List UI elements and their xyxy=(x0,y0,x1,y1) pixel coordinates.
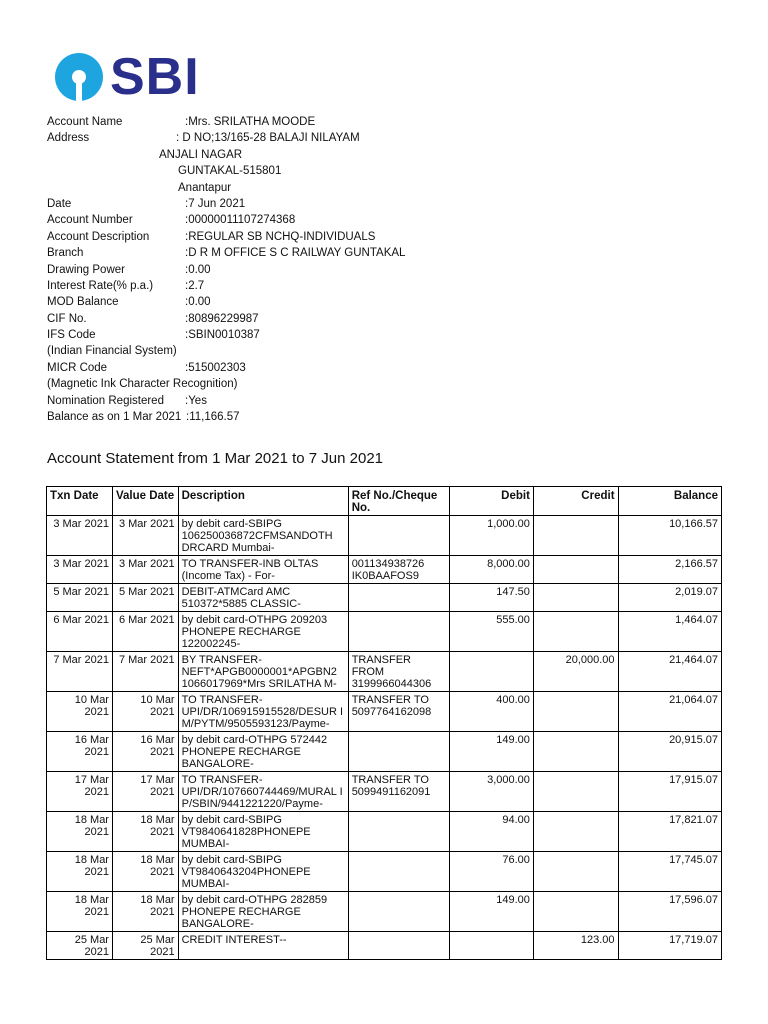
date-label: Date xyxy=(47,197,72,210)
debit-cell: 149.00 xyxy=(449,732,533,772)
nomination-label: Nomination Registered xyxy=(47,394,164,407)
txn-date-cell: 3 Mar 2021 xyxy=(47,556,113,584)
description-cell: by debit card-OTHPG 209203 PHONEPE RECHARGE 122002245- xyxy=(178,612,348,652)
credit-cell: 20,000.00 xyxy=(533,652,618,692)
header-credit: Credit xyxy=(533,487,618,516)
table-row xyxy=(47,852,722,892)
ref-no-cell: TRANSFER TO 5097764162098 xyxy=(348,692,449,732)
debit-cell: 149.00 xyxy=(449,892,533,932)
ifs-label: IFS Code xyxy=(47,329,96,342)
header-ref-no: Ref No./Cheque No. xyxy=(348,487,449,516)
description-cell: by debit card-SBIPG VT9840643204PHONEPE MUMBAI- xyxy=(178,852,348,892)
nomination-value: :Yes xyxy=(185,394,207,407)
cif-value: :80896229987 xyxy=(185,312,259,325)
txn-date-cell: 25 Mar 2021 xyxy=(47,932,113,960)
description-cell: by debit card-OTHPG 572442 PHONEPE RECHARGE BANGALORE- xyxy=(178,732,348,772)
ref-no-cell xyxy=(348,852,449,892)
address-line4: Anantapur xyxy=(178,181,232,194)
balance-cell: 21,464.07 xyxy=(618,652,721,692)
debit-cell: 3,000.00 xyxy=(449,772,533,812)
branch-value: :D R M OFFICE S C RAILWAY GUNTAKAL xyxy=(185,247,406,260)
value-date-cell: 16 Mar 2021 xyxy=(112,732,178,772)
value-date-cell: 18 Mar 2021 xyxy=(112,812,178,852)
account-description-value: :REGULAR SB NCHQ-INDIVIDUALS xyxy=(185,230,376,243)
description-cell: by debit card-SBIPG 106250036872CFMSANDOTH DRCARD Mumbai- xyxy=(178,516,348,556)
debit-cell xyxy=(449,932,533,960)
sbi-keyhole-icon xyxy=(54,52,104,102)
header-description: Description xyxy=(178,487,348,516)
account-name-value: :Mrs. SRILATHA MOODE xyxy=(185,116,316,128)
description-cell: CREDIT INTEREST-- xyxy=(178,932,348,960)
balance-cell: 10,166.57 xyxy=(618,516,721,556)
description-cell: TO TRANSFER-UPI/DR/106915915528/DESUR I M/PYTM/9505593123/Payme- xyxy=(178,692,348,732)
opening-balance-label: Balance as on 1 Mar 2021 xyxy=(47,411,182,424)
address-line1: : D NO;13/165-28 BALAJI NILAYAM xyxy=(176,132,360,145)
balance-cell: 17,915.07 xyxy=(618,772,721,812)
description-cell: BY TRANSFER-NEFT*APGB0000001*APGBN2 1066017969*Mrs SRILATHA M- xyxy=(178,652,348,692)
credit-cell xyxy=(533,612,618,652)
value-date-cell: 18 Mar 2021 xyxy=(112,892,178,932)
account-description-label: Account Description xyxy=(47,230,150,243)
table-row xyxy=(47,772,722,812)
txn-date-cell: 7 Mar 2021 xyxy=(47,652,113,692)
transactions-body xyxy=(47,516,722,960)
interest-rate-value: :2.7 xyxy=(185,279,205,292)
statement-title: Account Statement from 1 Mar 2021 to 7 Jun 2021 xyxy=(47,450,384,467)
debit-cell: 147.50 xyxy=(449,584,533,612)
table-header-row xyxy=(47,487,722,516)
value-date-cell: 3 Mar 2021 xyxy=(112,516,178,556)
opening-balance-value: :11,166.57 xyxy=(186,411,240,424)
value-date-cell: 18 Mar 2021 xyxy=(112,852,178,892)
table-row xyxy=(47,812,722,852)
credit-cell: 123.00 xyxy=(533,932,618,960)
table-row xyxy=(47,516,722,556)
balance-cell: 1,464.07 xyxy=(618,612,721,652)
ref-no-cell: 001134938726 IK0BAAFOS9 xyxy=(348,556,449,584)
address-line3: GUNTAKAL-515801 xyxy=(178,165,282,178)
header-txn-date: Txn Date xyxy=(47,487,113,516)
date-value: :7 Jun 2021 xyxy=(185,197,246,210)
sbi-logo xyxy=(54,50,200,104)
ref-no-cell xyxy=(348,516,449,556)
txn-date-cell: 10 Mar 2021 xyxy=(47,692,113,732)
table-row xyxy=(47,732,722,772)
balance-cell: 20,915.07 xyxy=(618,732,721,772)
debit-cell: 1,000.00 xyxy=(449,516,533,556)
description-cell: by debit card-SBIPG VT9840641828PHONEPE MUMBAI- xyxy=(178,812,348,852)
address-label: Address xyxy=(47,132,90,145)
cif-label: CIF No. xyxy=(47,312,87,325)
mod-balance-value: :0.00 xyxy=(185,296,211,309)
debit-cell: 555.00 xyxy=(449,612,533,652)
interest-rate-label: Interest Rate(% p.a.) xyxy=(47,279,154,292)
header-debit: Debit xyxy=(449,487,533,516)
table-row xyxy=(47,612,722,652)
ref-no-cell xyxy=(348,732,449,772)
debit-cell: 76.00 xyxy=(449,852,533,892)
debit-cell: 94.00 xyxy=(449,812,533,852)
credit-cell xyxy=(533,772,618,812)
txn-date-cell: 18 Mar 2021 xyxy=(47,852,113,892)
ifs-note: (Indian Financial System) xyxy=(47,345,177,358)
sbi-logo-text: SBI xyxy=(110,48,200,106)
value-date-cell: 5 Mar 2021 xyxy=(112,584,178,612)
balance-cell: 17,821.07 xyxy=(618,812,721,852)
credit-cell xyxy=(533,852,618,892)
ref-no-cell: TRANSFER TO 5099491162091 xyxy=(348,772,449,812)
value-date-cell: 3 Mar 2021 xyxy=(112,556,178,584)
description-cell: DEBIT-ATMCard AMC 510372*5885 CLASSIC- xyxy=(178,584,348,612)
header-balance: Balance xyxy=(618,487,721,516)
balance-cell: 17,596.07 xyxy=(618,892,721,932)
table-row xyxy=(47,652,722,692)
drawing-power-value: :0.00 xyxy=(185,263,211,276)
value-date-cell: 25 Mar 2021 xyxy=(112,932,178,960)
balance-cell: 17,719.07 xyxy=(618,932,721,960)
ref-no-cell xyxy=(348,612,449,652)
micr-value: :515002303 xyxy=(185,361,246,374)
description-cell: by debit card-OTHPG 282859 PHONEPE RECHARGE BANGALORE- xyxy=(178,892,348,932)
ref-no-cell xyxy=(348,812,449,852)
ref-no-cell xyxy=(348,892,449,932)
micr-label: MICR Code xyxy=(47,361,108,374)
credit-cell xyxy=(533,556,618,584)
table-row xyxy=(47,556,722,584)
account-name-label: Account Name xyxy=(47,116,123,128)
balance-cell: 2,166.57 xyxy=(618,556,721,584)
description-cell: TO TRANSFER-UPI/DR/107660744469/MURAL I P/SBIN/9441221220/Payme- xyxy=(178,772,348,812)
credit-cell xyxy=(533,516,618,556)
table-row xyxy=(47,932,722,960)
txn-date-cell: 17 Mar 2021 xyxy=(47,772,113,812)
txn-date-cell: 18 Mar 2021 xyxy=(47,892,113,932)
address-line2: ANJALI NAGAR xyxy=(159,148,243,161)
value-date-cell: 17 Mar 2021 xyxy=(112,772,178,812)
description-cell: TO TRANSFER-INB OLTAS (Income Tax) - For- xyxy=(178,556,348,584)
credit-cell xyxy=(533,812,618,852)
table-row xyxy=(47,892,722,932)
credit-cell xyxy=(533,584,618,612)
txn-date-cell: 18 Mar 2021 xyxy=(47,812,113,852)
drawing-power-label: Drawing Power xyxy=(47,263,125,276)
table-row xyxy=(47,692,722,732)
transactions-table xyxy=(46,486,722,960)
balance-cell: 21,064.07 xyxy=(618,692,721,732)
header-value-date: Value Date xyxy=(112,487,178,516)
ref-no-cell: TRANSFER FROM 3199966044306 xyxy=(348,652,449,692)
account-number-value: :00000011107274368 xyxy=(185,214,296,227)
balance-cell: 2,019.07 xyxy=(618,584,721,612)
account-number-label: Account Number xyxy=(47,214,133,227)
value-date-cell: 7 Mar 2021 xyxy=(112,652,178,692)
credit-cell xyxy=(533,892,618,932)
branch-label: Branch xyxy=(47,247,84,260)
txn-date-cell: 6 Mar 2021 xyxy=(47,612,113,652)
ref-no-cell xyxy=(348,584,449,612)
txn-date-cell: 5 Mar 2021 xyxy=(47,584,113,612)
txn-date-cell: 3 Mar 2021 xyxy=(47,516,113,556)
debit-cell xyxy=(449,652,533,692)
micr-note: (Magnetic Ink Character Recognition) xyxy=(47,378,238,391)
credit-cell xyxy=(533,692,618,732)
credit-cell xyxy=(533,732,618,772)
mod-balance-label: MOD Balance xyxy=(47,296,119,309)
value-date-cell: 10 Mar 2021 xyxy=(112,692,178,732)
ifs-value: :SBIN0010387 xyxy=(185,329,260,342)
debit-cell: 400.00 xyxy=(449,692,533,732)
value-date-cell: 6 Mar 2021 xyxy=(112,612,178,652)
table-row xyxy=(47,584,722,612)
balance-cell: 17,745.07 xyxy=(618,852,721,892)
debit-cell: 8,000.00 xyxy=(449,556,533,584)
txn-date-cell: 16 Mar 2021 xyxy=(47,732,113,772)
ref-no-cell xyxy=(348,932,449,960)
